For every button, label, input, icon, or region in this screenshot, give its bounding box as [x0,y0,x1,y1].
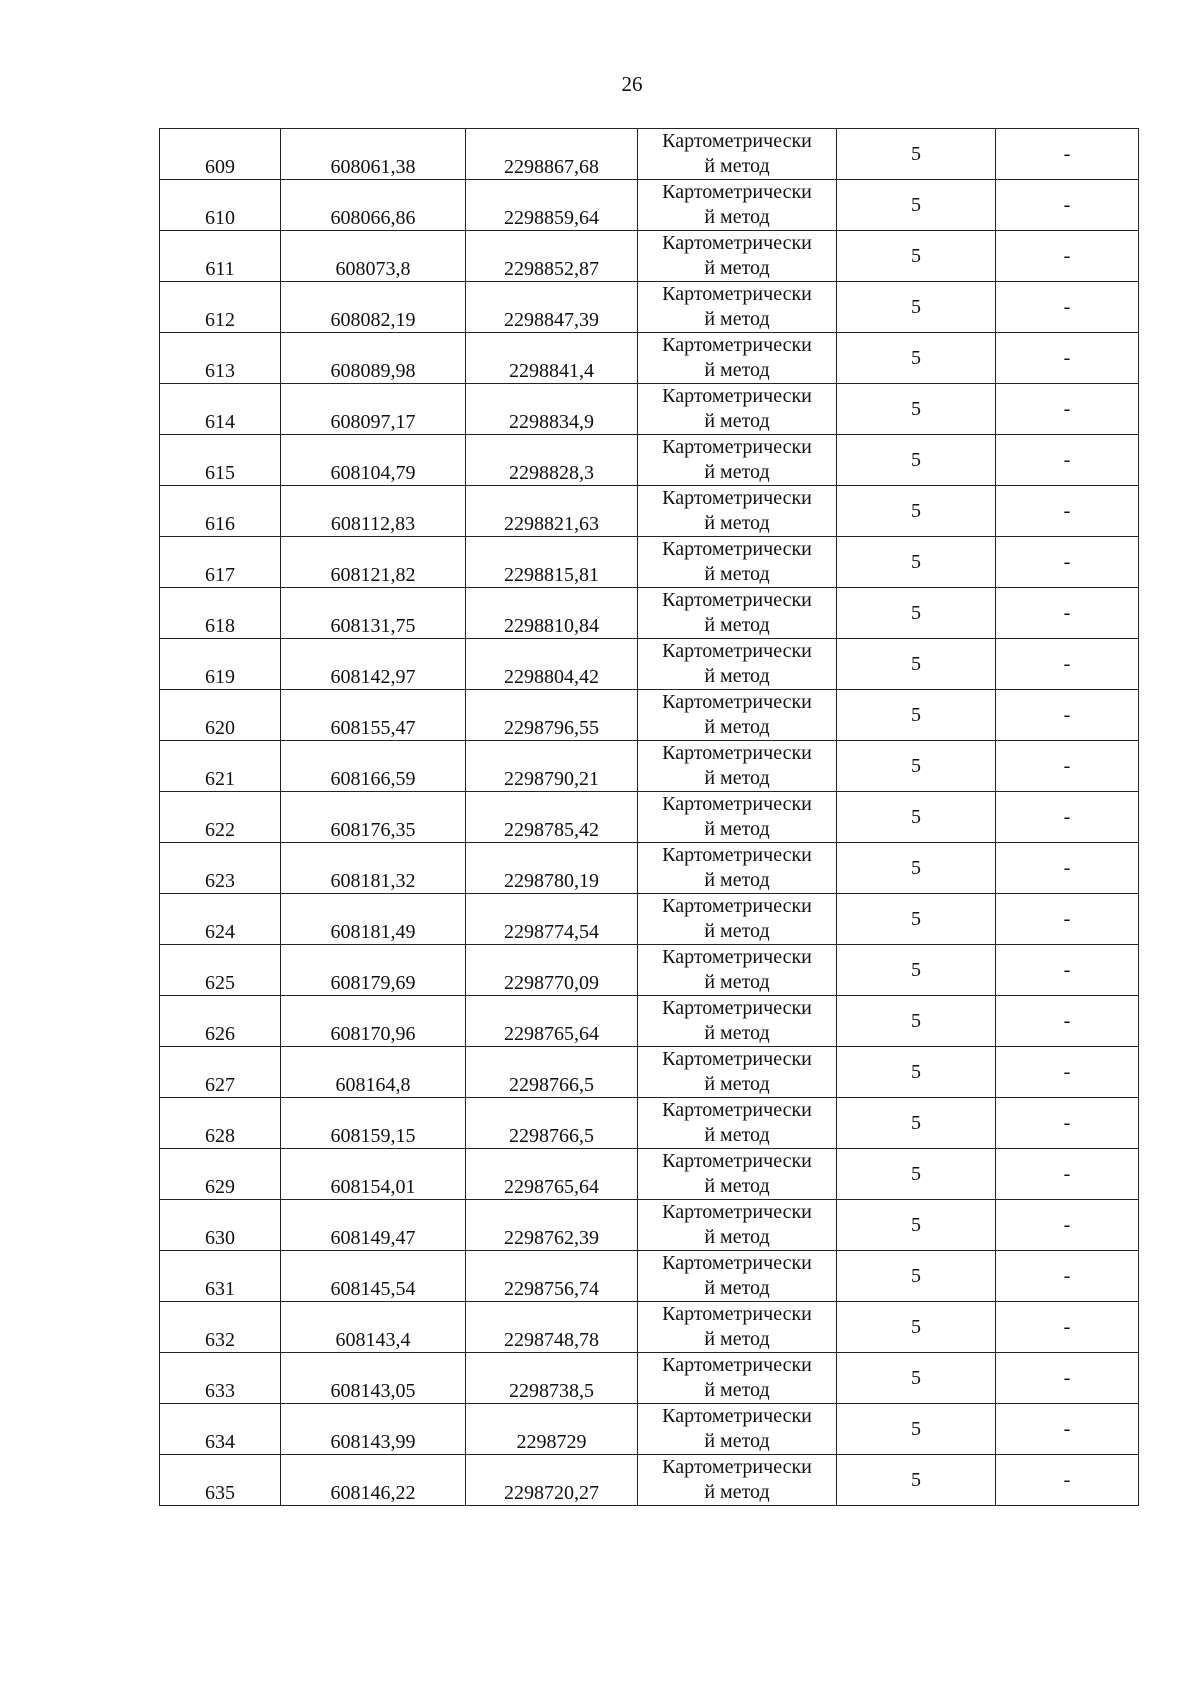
method-line-2: й метод [704,1073,770,1095]
y-coordinate-cell: 2298765,64 [466,996,638,1047]
x-coordinate-cell: 608097,17 [281,384,466,435]
note-cell: - [996,231,1139,282]
table-row [160,1302,1139,1353]
y-coordinate-cell: 2298766,5 [466,1098,638,1149]
note-cell: - [996,180,1139,231]
method-line-2: й метод [704,1226,770,1248]
table-row [160,1047,1139,1098]
method-line-1: Картометрически [662,1354,812,1376]
method-cell [638,1404,837,1455]
method-line-2: й метод [704,461,770,483]
note-cell: - [996,690,1139,741]
x-coordinate-cell: 608146,22 [281,1455,466,1506]
method-line-1: Картометрически [662,181,812,203]
method-line-1: Картометрически [662,793,812,815]
accuracy-cell: 5 [837,180,996,231]
method-cell [638,333,837,384]
method-line-1: Картометрически [662,334,812,356]
method-line-1: Картометрически [662,130,812,152]
method-line-1: Картометрически [662,436,812,458]
accuracy-cell: 5 [837,690,996,741]
y-coordinate-cell: 2298867,68 [466,129,638,180]
y-coordinate-cell: 2298834,9 [466,384,638,435]
table-row [160,129,1139,180]
method-line-2: й метод [704,1175,770,1197]
y-coordinate-cell: 2298774,54 [466,894,638,945]
x-coordinate-cell: 608159,15 [281,1098,466,1149]
note-cell: - [996,639,1139,690]
x-coordinate-cell: 608181,32 [281,843,466,894]
accuracy-cell: 5 [837,1353,996,1404]
accuracy-cell: 5 [837,639,996,690]
method-line-2: й метод [704,1379,770,1401]
method-cell [638,996,837,1047]
note-cell: - [996,1302,1139,1353]
note-cell: - [996,1098,1139,1149]
method-line-1: Картометрически [662,283,812,305]
accuracy-cell: 5 [837,537,996,588]
x-coordinate-cell: 608112,83 [281,486,466,537]
method-cell [638,588,837,639]
table-row [160,894,1139,945]
point-number-cell: 620 [160,690,281,741]
method-line-1: Картометрически [662,232,812,254]
point-number-cell: 621 [160,741,281,792]
method-line-1: Картометрически [662,895,812,917]
method-cell [638,1353,837,1404]
accuracy-cell: 5 [837,1047,996,1098]
point-number-cell: 612 [160,282,281,333]
method-line-2: й метод [704,206,770,228]
page-number: 26 [621,72,643,96]
y-coordinate-cell: 2298796,55 [466,690,638,741]
table-row [160,792,1139,843]
point-number-cell: 634 [160,1404,281,1455]
x-coordinate-cell: 608155,47 [281,690,466,741]
accuracy-cell: 5 [837,843,996,894]
method-line-2: й метод [704,818,770,840]
table-row [160,1098,1139,1149]
method-line-1: Картометрически [662,997,812,1019]
y-coordinate-cell: 2298748,78 [466,1302,638,1353]
accuracy-cell: 5 [837,1404,996,1455]
method-cell [638,231,837,282]
table-row [160,639,1139,690]
x-coordinate-cell: 608179,69 [281,945,466,996]
method-line-1: Картометрически [662,589,812,611]
method-cell [638,639,837,690]
point-number-cell: 609 [160,129,281,180]
y-coordinate-cell: 2298821,63 [466,486,638,537]
point-number-cell: 624 [160,894,281,945]
method-line-2: й метод [704,716,770,738]
note-cell: - [996,1047,1139,1098]
note-cell: - [996,435,1139,486]
point-number-cell: 616 [160,486,281,537]
method-line-2: й метод [704,767,770,789]
accuracy-cell: 5 [837,129,996,180]
table-row [160,486,1139,537]
accuracy-cell: 5 [837,486,996,537]
x-coordinate-cell: 608176,35 [281,792,466,843]
method-line-2: й метод [704,1277,770,1299]
method-cell [638,1200,837,1251]
note-cell: - [996,1200,1139,1251]
y-coordinate-cell: 2298780,19 [466,843,638,894]
method-cell [638,282,837,333]
y-coordinate-cell: 2298804,42 [466,639,638,690]
method-line-2: й метод [704,308,770,330]
x-coordinate-cell: 608154,01 [281,1149,466,1200]
accuracy-cell: 5 [837,741,996,792]
accuracy-cell: 5 [837,384,996,435]
method-line-1: Картометрически [662,1201,812,1223]
method-cell [638,486,837,537]
y-coordinate-cell: 2298828,3 [466,435,638,486]
method-line-2: й метод [704,614,770,636]
x-coordinate-cell: 608104,79 [281,435,466,486]
table-row [160,945,1139,996]
method-line-1: Картометрически [662,1048,812,1070]
y-coordinate-cell: 2298720,27 [466,1455,638,1506]
accuracy-cell: 5 [837,1149,996,1200]
accuracy-cell: 5 [837,1200,996,1251]
method-line-2: й метод [704,257,770,279]
note-cell: - [996,384,1139,435]
point-number-cell: 626 [160,996,281,1047]
method-line-1: Картометрически [662,640,812,662]
table-row [160,690,1139,741]
method-line-2: й метод [704,1328,770,1350]
table-row [160,1353,1139,1404]
method-cell [638,1455,837,1506]
point-number-cell: 611 [160,231,281,282]
method-line-1: Картометрически [662,1303,812,1325]
point-number-cell: 630 [160,1200,281,1251]
method-line-2: й метод [704,920,770,942]
y-coordinate-cell: 2298756,74 [466,1251,638,1302]
y-coordinate-cell: 2298729 [466,1404,638,1455]
x-coordinate-cell: 608166,59 [281,741,466,792]
point-number-cell: 629 [160,1149,281,1200]
note-cell: - [996,741,1139,792]
table-row [160,435,1139,486]
point-number-cell: 633 [160,1353,281,1404]
table-row [160,537,1139,588]
method-cell [638,180,837,231]
table-row [160,1455,1139,1506]
coordinates-table-body [160,129,1139,1506]
method-line-2: й метод [704,1430,770,1452]
method-line-1: Картометрически [662,1150,812,1172]
x-coordinate-cell: 608142,97 [281,639,466,690]
method-line-2: й метод [704,563,770,585]
note-cell: - [996,537,1139,588]
accuracy-cell: 5 [837,435,996,486]
table-row [160,384,1139,435]
method-line-1: Картометрически [662,1252,812,1274]
point-number-cell: 622 [160,792,281,843]
point-number-cell: 627 [160,1047,281,1098]
accuracy-cell: 5 [837,333,996,384]
x-coordinate-cell: 608149,47 [281,1200,466,1251]
accuracy-cell: 5 [837,894,996,945]
point-number-cell: 614 [160,384,281,435]
table-row [160,333,1139,384]
y-coordinate-cell: 2298815,81 [466,537,638,588]
x-coordinate-cell: 608145,54 [281,1251,466,1302]
coordinates-table [159,128,1139,1506]
method-line-1: Картометрически [662,1405,812,1427]
method-line-1: Картометрически [662,691,812,713]
note-cell: - [996,1149,1139,1200]
y-coordinate-cell: 2298738,5 [466,1353,638,1404]
y-coordinate-cell: 2298852,87 [466,231,638,282]
x-coordinate-cell: 608089,98 [281,333,466,384]
method-line-1: Картометрически [662,487,812,509]
table-row [160,843,1139,894]
y-coordinate-cell: 2298790,21 [466,741,638,792]
note-cell: - [996,792,1139,843]
point-number-cell: 618 [160,588,281,639]
y-coordinate-cell: 2298762,39 [466,1200,638,1251]
point-number-cell: 610 [160,180,281,231]
method-line-1: Картометрически [662,1456,812,1478]
method-line-2: й метод [704,665,770,687]
note-cell: - [996,843,1139,894]
note-cell: - [996,282,1139,333]
accuracy-cell: 5 [837,945,996,996]
table-row [160,282,1139,333]
method-cell [638,435,837,486]
method-cell [638,384,837,435]
point-number-cell: 615 [160,435,281,486]
accuracy-cell: 5 [837,792,996,843]
accuracy-cell: 5 [837,588,996,639]
table-row [160,1200,1139,1251]
method-line-1: Картометрически [662,742,812,764]
accuracy-cell: 5 [837,1098,996,1149]
accuracy-cell: 5 [837,1251,996,1302]
note-cell: - [996,1404,1139,1455]
x-coordinate-cell: 608170,96 [281,996,466,1047]
x-coordinate-cell: 608131,75 [281,588,466,639]
method-line-2: й метод [704,1124,770,1146]
note-cell: - [996,333,1139,384]
x-coordinate-cell: 608121,82 [281,537,466,588]
y-coordinate-cell: 2298765,64 [466,1149,638,1200]
method-line-2: й метод [704,359,770,381]
x-coordinate-cell: 608073,8 [281,231,466,282]
table-row [160,1149,1139,1200]
point-number-cell: 623 [160,843,281,894]
method-line-2: й метод [704,155,770,177]
method-cell [638,843,837,894]
method-cell [638,945,837,996]
method-cell [638,1047,837,1098]
x-coordinate-cell: 608066,86 [281,180,466,231]
note-cell: - [996,996,1139,1047]
method-cell [638,129,837,180]
method-line-1: Картометрически [662,538,812,560]
point-number-cell: 635 [160,1455,281,1506]
note-cell: - [996,945,1139,996]
y-coordinate-cell: 2298785,42 [466,792,638,843]
point-number-cell: 631 [160,1251,281,1302]
y-coordinate-cell: 2298766,5 [466,1047,638,1098]
method-line-1: Картометрически [662,844,812,866]
accuracy-cell: 5 [837,231,996,282]
note-cell: - [996,1455,1139,1506]
y-coordinate-cell: 2298770,09 [466,945,638,996]
y-coordinate-cell: 2298847,39 [466,282,638,333]
method-line-2: й метод [704,1022,770,1044]
x-coordinate-cell: 608181,49 [281,894,466,945]
method-cell [638,537,837,588]
accuracy-cell: 5 [837,282,996,333]
point-number-cell: 628 [160,1098,281,1149]
table-row [160,231,1139,282]
method-cell [638,1098,837,1149]
table-row [160,741,1139,792]
accuracy-cell: 5 [837,1455,996,1506]
x-coordinate-cell: 608143,4 [281,1302,466,1353]
method-cell [638,690,837,741]
x-coordinate-cell: 608143,99 [281,1404,466,1455]
y-coordinate-cell: 2298859,64 [466,180,638,231]
point-number-cell: 632 [160,1302,281,1353]
table-row [160,996,1139,1047]
method-line-1: Картометрически [662,946,812,968]
method-line-2: й метод [704,512,770,534]
method-line-2: й метод [704,971,770,993]
accuracy-cell: 5 [837,996,996,1047]
method-line-1: Картометрически [662,385,812,407]
table-row [160,180,1139,231]
note-cell: - [996,486,1139,537]
note-cell: - [996,129,1139,180]
note-cell: - [996,894,1139,945]
note-cell: - [996,588,1139,639]
y-coordinate-cell: 2298841,4 [466,333,638,384]
table-row [160,588,1139,639]
method-line-2: й метод [704,410,770,432]
note-cell: - [996,1251,1139,1302]
x-coordinate-cell: 608061,38 [281,129,466,180]
x-coordinate-cell: 608143,05 [281,1353,466,1404]
method-line-1: Картометрически [662,1099,812,1121]
note-cell: - [996,1353,1139,1404]
point-number-cell: 619 [160,639,281,690]
method-cell [638,1149,837,1200]
method-cell [638,741,837,792]
table-row [160,1404,1139,1455]
method-line-2: й метод [704,1481,770,1503]
method-cell [638,1251,837,1302]
table-row [160,1251,1139,1302]
method-cell [638,894,837,945]
y-coordinate-cell: 2298810,84 [466,588,638,639]
point-number-cell: 617 [160,537,281,588]
method-cell [638,792,837,843]
x-coordinate-cell: 608164,8 [281,1047,466,1098]
accuracy-cell: 5 [837,1302,996,1353]
point-number-cell: 613 [160,333,281,384]
point-number-cell: 625 [160,945,281,996]
method-cell [638,1302,837,1353]
method-line-2: й метод [704,869,770,891]
x-coordinate-cell: 608082,19 [281,282,466,333]
